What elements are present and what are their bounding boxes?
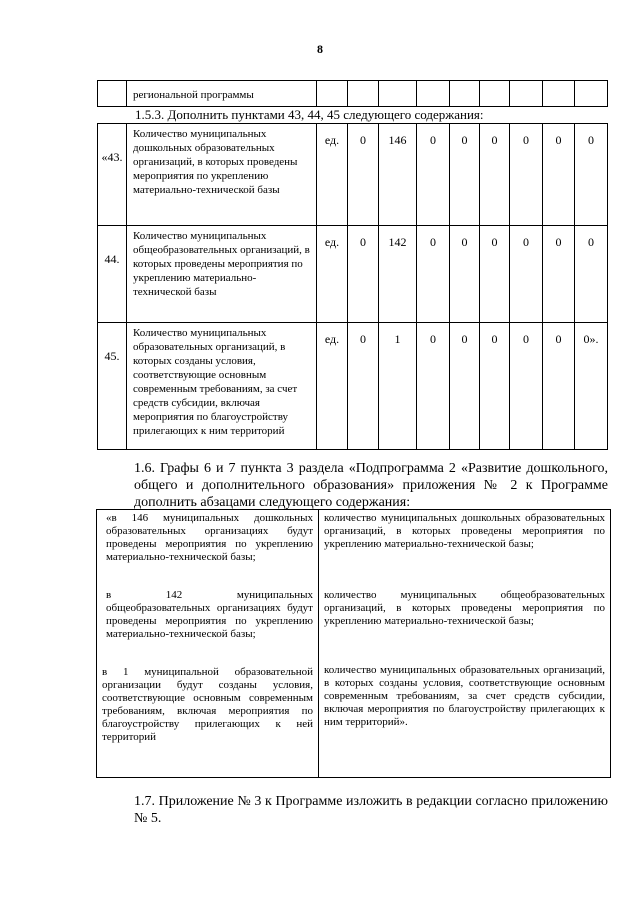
row-description: Количество муниципальных общеобразовательных организаций, в которых проведены мероприятия по укреплению материально-технической базы bbox=[127, 226, 317, 323]
row-value: 0 bbox=[348, 323, 379, 450]
row-value: 0». bbox=[575, 323, 608, 450]
paragraph-1-6 bbox=[100, 460, 608, 511]
paragraph-1-6-text: 1.6. Графы 6 и 7 пункта 3 раздела «Подпрограмма 2 «Развитие дошкольного, общего и дополнительного образования» приложения № 2 к Программе дополнить абзацами следующего содержания: bbox=[134, 461, 608, 510]
row-value: 1 bbox=[379, 323, 417, 450]
right-paragraph: количество муниципальных дошкольных образовательных организаций, в которых проведены мероприятия по укреплению материально-технической базы; bbox=[324, 512, 605, 550]
table-cell bbox=[417, 81, 450, 107]
table-cell bbox=[348, 81, 379, 107]
row-value: 0 bbox=[543, 124, 575, 226]
left-paragraph: в 142 муниципальных общеобразовательных организациях будут проведены мероприятия по укреплению материально-технической базы; bbox=[106, 589, 313, 640]
table-cell bbox=[510, 81, 543, 107]
row-value: 0 bbox=[575, 124, 608, 226]
indicators-table bbox=[97, 123, 608, 450]
table-cell bbox=[543, 81, 575, 107]
row-number: «43. bbox=[98, 124, 127, 226]
section-heading-1-5-3: 1.5.3. Дополнить пунктами 43, 44, 45 следующего содержания: bbox=[135, 107, 484, 122]
table-cell bbox=[317, 81, 348, 107]
page-number: 8 bbox=[317, 42, 323, 56]
amendment-text-table bbox=[96, 509, 611, 778]
row-value: 0 bbox=[510, 124, 543, 226]
table-row bbox=[98, 124, 608, 226]
paragraph-1-7-text: 1.7. Приложение № 3 к Программе изложить в редакции согласно приложению № 5. bbox=[134, 794, 608, 826]
paragraph-1-7 bbox=[100, 793, 608, 827]
table-cell bbox=[98, 81, 127, 107]
row-value: 0 bbox=[417, 323, 450, 450]
left-paragraph: «в 146 муниципальных дошкольных образовательных организациях будут проведены мероприятия по укреплению материально-технической базы; bbox=[106, 512, 313, 563]
row-value: 142 bbox=[379, 226, 417, 323]
row-number: 45. bbox=[98, 323, 127, 450]
table-cell bbox=[450, 81, 480, 107]
row-value: 0 bbox=[510, 226, 543, 323]
right-paragraph: количество муниципальных общеобразовательных организаций, в которых проведены мероприятия по укреплению материально-технической базы; bbox=[324, 589, 605, 627]
row-value: 0 bbox=[450, 323, 480, 450]
row-value: 0 bbox=[480, 124, 510, 226]
row-value: 0 bbox=[417, 226, 450, 323]
table-cell bbox=[480, 81, 510, 107]
row-number: 44. bbox=[98, 226, 127, 323]
row-value: 0 bbox=[417, 124, 450, 226]
row-value: 0 bbox=[450, 226, 480, 323]
row-unit: ед. bbox=[317, 124, 348, 226]
row-description: Количество муниципальных дошкольных образовательных организаций, в которых проведены мероприятия по укреплению материально-технической базы bbox=[127, 124, 317, 226]
left-column bbox=[97, 510, 319, 778]
table-cell bbox=[379, 81, 417, 107]
row-unit: ед. bbox=[317, 226, 348, 323]
row-value: 146 bbox=[379, 124, 417, 226]
row-value: 0 bbox=[575, 226, 608, 323]
row-value: 0 bbox=[543, 323, 575, 450]
table-row bbox=[98, 226, 608, 323]
right-paragraph: количество муниципальных образовательных организаций, в которых созданы условия, соответствующие основным современным требованиям, за счет средств субсидии, включая мероприятия по благоустройству прилегающих к ним территорий». bbox=[324, 664, 605, 728]
row-value: 0 bbox=[543, 226, 575, 323]
row-value: 0 bbox=[480, 323, 510, 450]
row-value: 0 bbox=[510, 323, 543, 450]
table-cell-desc: региональной программы bbox=[127, 81, 317, 107]
table-row bbox=[98, 323, 608, 450]
row-value: 0 bbox=[450, 124, 480, 226]
row-unit: ед. bbox=[317, 323, 348, 450]
right-column bbox=[319, 510, 611, 778]
table-cell bbox=[575, 81, 608, 107]
row-value: 0 bbox=[348, 226, 379, 323]
row-description: Количество муниципальных образовательных организаций, в которых созданы условия, соответствующие основным современным требованиям, за счет средств субсидии, включая мероприятия по благоустройству прилегающих к ним территорий bbox=[127, 323, 317, 450]
row-value: 0 bbox=[348, 124, 379, 226]
continued-table bbox=[97, 80, 608, 107]
left-paragraph: в 1 муниципальной образовательной организации будут созданы условия, соответствующие основным современным требованиям, включая мероприятия по благоустройству прилегающих к ней территорий bbox=[102, 666, 313, 743]
row-value: 0 bbox=[480, 226, 510, 323]
table-row bbox=[97, 510, 611, 778]
